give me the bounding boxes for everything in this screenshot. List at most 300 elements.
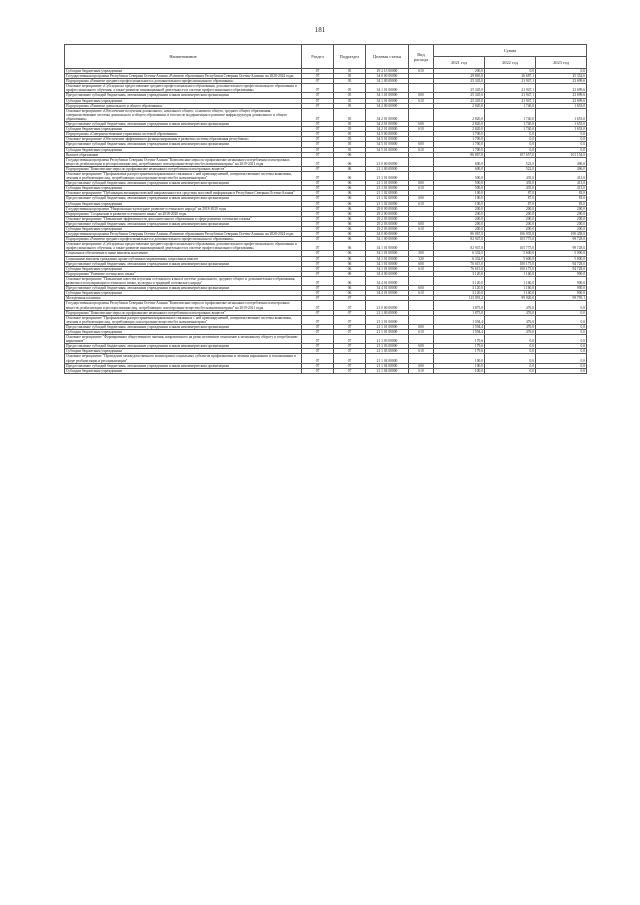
row-name: Предоставление субсидий бюджетным, автономным учреждениям и иным некоммерческим организациям [65, 261, 302, 266]
row-csr: 21 1 01 00000 [366, 181, 409, 186]
row-vr: 610 [409, 201, 434, 206]
row-podrazdel: 07 [334, 354, 366, 363]
row-podrazdel: 06 [334, 261, 366, 266]
row-sum-2023: 0,0 [536, 315, 587, 324]
row-sum-2022: 5 600,0 [485, 256, 536, 261]
row-vr: 600 [409, 142, 434, 147]
row-csr: 34 4 01 00000 [366, 276, 409, 285]
table-row [65, 368, 587, 373]
row-podrazdel: 05 [334, 132, 366, 137]
row-podrazdel: 06 [334, 271, 366, 276]
row-podrazdel: 05 [334, 108, 366, 121]
row-sum-2021: 500,0 [434, 171, 485, 180]
row-vr: 610 [409, 69, 434, 74]
row-name: Социальные выплаты гражданам, кроме публичных нормативных социальных выплат [65, 256, 302, 261]
row-vr: 600 [409, 196, 434, 201]
row-sum-2023: 1 653,0 [536, 127, 587, 132]
row-name: Субсидии бюджетным учреждениям [65, 69, 302, 74]
row-sum-2022: 1 740,0 [485, 122, 536, 127]
row-sum-2023: 99 795,1 [536, 296, 587, 301]
row-sum-2022: 522,0 [485, 166, 536, 171]
row-sum-2023: 0,0 [536, 335, 587, 344]
row-vr: 600 [409, 286, 434, 291]
row-razdel: 07 [302, 147, 334, 152]
row-razdel: 07 [302, 227, 334, 232]
row-sum-2023: 0,0 [536, 363, 587, 368]
row-name: Основное мероприятие "Проведение межведомственного мониторинга социальных субъектов профилактики и лечения наркомании и токсикомании в сфере реабилитации и ресоциализации" [65, 354, 302, 363]
row-sum-2023: 496,0 [536, 157, 587, 166]
row-sum-2023: 0,0 [536, 349, 587, 354]
row-podrazdel: 07 [334, 368, 366, 373]
row-sum-2023: 5 000,0 [536, 251, 587, 256]
row-sum-2021: 100,0 [434, 191, 485, 196]
row-sum-2021: 500,0 [434, 186, 485, 191]
row-sum-2022: 1 160,0 [485, 286, 536, 291]
row-sum-2021: 1 875,0 [434, 301, 485, 310]
row-sum-2023: 99 728,0 [536, 237, 587, 242]
row-vr [409, 315, 434, 324]
row-sum-2022: 435,0 [485, 186, 536, 191]
row-sum-2022: 0,0 [485, 137, 536, 142]
row-sum-2023: 0,0 [536, 142, 587, 147]
row-podrazdel: 06 [334, 266, 366, 271]
row-sum-2021: 2 820,0 [434, 127, 485, 132]
row-sum-2022: 200,0 [485, 227, 536, 232]
row-name: Субсидии бюджетным учреждениям [65, 127, 302, 132]
row-name: Подпрограмма «Совершенствование управления системой образования» [65, 132, 302, 137]
row-name: Субсидии бюджетным учреждениям [65, 349, 302, 354]
row-razdel: 07 [302, 211, 334, 216]
row-sum-2023: 900,0 [536, 291, 587, 296]
row-csr: 34 1 01 00000 [366, 98, 409, 103]
row-vr: 610 [409, 227, 434, 232]
row-vr: 600 [409, 363, 434, 368]
row-sum-2022: 476,0 [485, 301, 536, 310]
row-podrazdel: 05 [334, 84, 366, 93]
row-sum-2021: 100,0 [434, 201, 485, 206]
row-vr: 610 [409, 98, 434, 103]
row-vr [409, 108, 434, 121]
row-sum-2022: 21 947,1 [485, 84, 536, 93]
row-sum-2023: 23 699,6 [536, 98, 587, 103]
row-sum-2022: 105 775,0 [485, 237, 536, 242]
row-csr: 34 1 01 00000 [366, 266, 409, 271]
table-body [65, 69, 587, 374]
row-sum-2021: 1 700,0 [434, 142, 485, 147]
row-sum-2021: 1 700,0 [434, 147, 485, 152]
row-name: Субсидии бюджетным учреждениям [65, 329, 302, 334]
row-sum-2022: 0,0 [485, 147, 536, 152]
row-name: Социальное обеспечение и иные выплаты населению [65, 251, 302, 256]
row-razdel: 07 [302, 271, 334, 276]
page-number: 181 [314, 26, 326, 34]
row-podrazdel: 05 [334, 103, 366, 108]
row-podrazdel: 06 [334, 286, 366, 291]
row-sum-2023: 413,0 [536, 186, 587, 191]
row-razdel: 07 [302, 152, 334, 157]
row-name: Подпрограмма «Развитие среднего профессионального и дополнительного профессионального образования» [65, 79, 302, 84]
row-csr: 21 1 04 00000 [366, 354, 409, 363]
row-name: Предоставление субсидий бюджетным, автономным учреждениям и иным некоммерческим организациям [65, 122, 302, 127]
row-csr: 21 1 04 00000 [366, 368, 409, 373]
row-sum-2021: 200,0 [434, 211, 485, 216]
row-name: Субсидии бюджетным учреждениям [65, 368, 302, 373]
row-podrazdel: 06 [334, 291, 366, 296]
row-vr [409, 335, 434, 344]
row-sum-2023: 1 653,0 [536, 108, 587, 121]
header-name: Наименование [65, 45, 302, 69]
row-sum-2023: 900,0 [536, 271, 587, 276]
row-csr: 21 0 00 00000 [366, 301, 409, 310]
row-razdel: 07 [302, 354, 334, 363]
row-podrazdel: 07 [334, 296, 366, 301]
row-razdel: 07 [302, 127, 334, 132]
budget-table [64, 44, 587, 374]
row-podrazdel: 06 [334, 216, 366, 221]
row-razdel: 07 [302, 103, 334, 108]
row-name: Государственная программа Республики Северная Осетия-Алания «Развитие образования Республики Северная Осетия-Алания» на 2020-2024 годы [65, 74, 302, 79]
row-sum-2023: 0,0 [536, 132, 587, 137]
row-csr: 34 1 01 00000 [366, 256, 409, 261]
row-csr: 34 1 01 00000 [366, 242, 409, 251]
row-csr: 21 1 03 00000 [366, 335, 409, 344]
row-razdel: 07 [302, 122, 334, 127]
row-name: Предоставление субсидий бюджетным, автономным учреждениям и иным некоммерческим организациям [65, 93, 302, 98]
row-razdel: 07 [302, 349, 334, 354]
row-razdel: 07 [302, 335, 334, 344]
row-razdel: 07 [302, 315, 334, 324]
row-sum-2023: 23 699,6 [536, 93, 587, 98]
row-sum-2021: 82 947,0 [434, 237, 485, 242]
row-sum-2023: 83,0 [536, 196, 587, 201]
row-sum-2021: 82 947,0 [434, 242, 485, 251]
row-podrazdel: 06 [334, 152, 366, 157]
row-csr: 34 2 01 00000 [366, 108, 409, 121]
row-sum-2021: 200,0 [434, 227, 485, 232]
row-sum-2022: 87,0 [485, 201, 536, 206]
row-sum-2023: 99 728,0 [536, 242, 587, 251]
row-sum-2022: 476,0 [485, 324, 536, 329]
row-csr: 29 2 03 00000 [366, 216, 409, 221]
row-vr: 600 [409, 324, 434, 329]
row-podrazdel: 07 [334, 310, 366, 315]
row-sum-2023: 23 699,6 [536, 84, 587, 93]
row-name: Подпрограмма "Комплексные меры по профилактике незаконного потребления психотропных веществ" [65, 166, 302, 171]
row-sum-2021: 25 345,0 [434, 84, 485, 93]
row-name: Предоставление субсидий бюджетным, автономным учреждениям и иным некоммерческим организациям [65, 196, 302, 201]
row-sum-2023: 23 699,6 [536, 79, 587, 84]
row-sum-2022: 1 160,0 [485, 291, 536, 296]
row-sum-2021: 3 120,0 [434, 291, 485, 296]
row-sum-2022: 87,0 [485, 191, 536, 196]
row-sum-2023: 1 653,0 [536, 103, 587, 108]
row-vr: 610 [409, 127, 434, 132]
row-vr [409, 242, 434, 251]
row-razdel: 07 [302, 266, 334, 271]
row-sum-2022: 1 160,0 [485, 271, 536, 276]
row-csr: 21 1 01 00000 [366, 315, 409, 324]
row-sum-2021: 1 875,0 [434, 310, 485, 315]
row-sum-2023: 101 154,0 [536, 152, 587, 157]
row-csr: 34 1 01 00000 [366, 84, 409, 93]
row-sum-2021: 179,6 [434, 349, 485, 354]
row-name: Основное мероприятие "Профилактика распространения наркомании и связанных с ней правонарушений, совершенствование системы выявления, лечения и реабилитации лиц, потребляющих психотропные вещества без назначения врача" [65, 315, 302, 324]
row-sum-2022: 100 175,0 [485, 266, 536, 271]
header-vr: Вид расхода [409, 45, 434, 69]
row-sum-2023: 83,0 [536, 191, 587, 196]
row-razdel: 07 [302, 93, 334, 98]
row-sum-2022: 0,0 [485, 335, 536, 344]
row-vr: 600 [409, 122, 434, 127]
row-name: Субсидии бюджетным учреждениям [65, 227, 302, 232]
row-razdel: 07 [302, 132, 334, 137]
row-sum-2021: 29 865,0 [434, 74, 485, 79]
row-sum-2021: 2 820,0 [434, 122, 485, 127]
row-razdel: 07 [302, 166, 334, 171]
row-sum-2022: 87,0 [485, 196, 536, 201]
row-name: Основное мероприятие «Субсидии на предоставление среднего профессионального образования, дополнительного профессионального образования и профессионального обучения, а также развитие инновационной деятельности в системе профессионального образования» [65, 242, 302, 251]
row-sum-2021: 6 332,0 [434, 256, 485, 261]
row-name: Субсидии бюджетным учреждениям [65, 147, 302, 152]
row-name: Основное мероприятие «Обеспечение эффективного функционирования и развития системы образования республики» [65, 137, 302, 142]
row-sum-2023: 100 458,0 [536, 232, 587, 237]
row-sum-2022: 200,0 [485, 216, 536, 221]
row-sum-2023: 413,0 [536, 181, 587, 186]
row-razdel: 07 [302, 368, 334, 373]
row-sum-2021: 500,0 [434, 181, 485, 186]
row-sum-2022: 1 740,0 [485, 127, 536, 132]
row-csr: 21 1 04 00000 [366, 363, 409, 368]
row-sum-2022: 0,0 [485, 363, 536, 368]
row-sum-2022: 200,0 [485, 206, 536, 211]
row-csr: 21 1 02 00000 [366, 196, 409, 201]
row-csr: 21 1 01 00000 [366, 186, 409, 191]
row-podrazdel: 05 [334, 69, 366, 74]
row-razdel: 07 [302, 232, 334, 237]
row-sum-2021: 600,0 [434, 157, 485, 166]
row-razdel: 07 [302, 216, 334, 221]
row-razdel: 07 [302, 221, 334, 226]
row-sum-2022: 0,0 [485, 142, 536, 147]
row-sum-2023: 200,0 [536, 227, 587, 232]
row-vr: 600 [409, 93, 434, 98]
row-csr: 34 4 00 00000 [366, 271, 409, 276]
row-razdel: 07 [302, 186, 334, 191]
row-razdel: 07 [302, 142, 334, 147]
row-podrazdel: 06 [334, 256, 366, 261]
row-podrazdel: 05 [334, 122, 366, 127]
row-csr: 34 0 00 00000 [366, 232, 409, 237]
row-podrazdel: 06 [334, 181, 366, 186]
table-row [65, 84, 587, 93]
row-sum-2021: 600,0 [434, 166, 485, 171]
row-csr: 21 1 00 00000 [366, 310, 409, 315]
row-vr [409, 301, 434, 310]
row-sum-2023: 0,0 [536, 344, 587, 349]
row-sum-2021: 2 820,0 [434, 108, 485, 121]
row-sum-2021: 100,0 [434, 363, 485, 368]
row-sum-2021: 100,0 [434, 196, 485, 201]
row-sum-2021: 179,6 [434, 335, 485, 344]
table-row [65, 354, 587, 363]
row-sum-2023: 0,0 [536, 147, 587, 152]
row-sum-2022: 435,0 [485, 181, 536, 186]
row-sum-2022: 0,0 [485, 344, 536, 349]
row-podrazdel: 06 [334, 232, 366, 237]
row-razdel: 07 [302, 256, 334, 261]
row-csr: 34 4 01 00000 [366, 286, 409, 291]
row-podrazdel: 07 [334, 329, 366, 334]
row-razdel: 07 [302, 237, 334, 242]
row-razdel: 07 [302, 291, 334, 296]
row-csr: 21 1 03 00000 [366, 344, 409, 349]
row-razdel: 07 [302, 69, 334, 74]
row-csr: 34 5 01 00000 [366, 147, 409, 152]
row-sum-2023: 83,0 [536, 201, 587, 206]
row-podrazdel: 07 [334, 363, 366, 368]
row-sum-2022: 0,0 [485, 349, 536, 354]
row-sum-2021: 2 820,0 [434, 103, 485, 108]
row-sum-2022: 106 935,0 [485, 232, 536, 237]
row-sum-2023: 1 653,0 [536, 122, 587, 127]
row-sum-2022: 105 775,0 [485, 242, 536, 251]
row-sum-2021: 3 120,0 [434, 276, 485, 285]
row-vr: 600 [409, 221, 434, 226]
row-razdel: 07 [302, 242, 334, 251]
row-csr: 21 1 03 00000 [366, 349, 409, 354]
table-row [65, 301, 587, 310]
row-podrazdel: 07 [334, 301, 366, 310]
row-podrazdel: 05 [334, 79, 366, 84]
row-podrazdel: 06 [334, 227, 366, 232]
row-name: Высшее образование [65, 152, 302, 157]
row-podrazdel: 06 [334, 221, 366, 226]
row-csr: 34 1 00 00000 [366, 237, 409, 242]
row-csr: 34 2 01 00000 [366, 122, 409, 127]
row-csr: 29 2 03 00000 [366, 227, 409, 232]
row-name: Подпрограмма «Развитие среднего профессионального и дополнительного профессионального образования» [65, 237, 302, 242]
row-sum-2023: 900,0 [536, 276, 587, 285]
row-sum-2022: 476,0 [485, 310, 536, 315]
row-name: Подпрограмма "Комплексные меры по профилактике незаконного потребления психотропных веществ" [65, 310, 302, 315]
row-csr: 34 1 01 00000 [366, 261, 409, 266]
row-sum-2021: 200,0 [434, 69, 485, 74]
row-csr: 21 1 00 00000 [366, 166, 409, 171]
row-vr [409, 171, 434, 180]
row-sum-2023: 94 728,0 [536, 266, 587, 271]
row-name: Подпрограмма "Сохранение и развитие осетинского языка" на 2018-2020 годы [65, 211, 302, 216]
row-podrazdel: 06 [334, 186, 366, 191]
row-razdel: 07 [302, 181, 334, 186]
row-name: Основное мероприятие "Повышение качества изучения осетинского языка в системе дошкольного, среднего общего и дополнительного образования, развития и популяризации осетинского языка, культуры и традиций осетинского народа" [65, 276, 302, 285]
row-sum-2023: 200,0 [536, 211, 587, 216]
row-sum-2023: 200,0 [536, 221, 587, 226]
row-razdel: 07 [302, 191, 334, 196]
row-sum-2023: 94 728,0 [536, 261, 587, 266]
row-podrazdel: 06 [334, 157, 366, 166]
row-podrazdel: 05 [334, 93, 366, 98]
row-name: Основное мероприятие "Формирование общественного мнения, направленного на резко негативное отношение к незаконному обороту и потреблению наркотиков" [65, 335, 302, 344]
row-csr: 34 1 01 00000 [366, 251, 409, 256]
row-sum-2021: 25 345,0 [434, 79, 485, 84]
row-name: Субсидии бюджетным учреждениям [65, 186, 302, 191]
row-name: Государственная программа Республики Северная Осетия-Алания "Комплексные меры по профилактике незаконного потребления психотропных веществ, реабилитации и ресоциализации лиц, потребляющих психотропные вещества без назначения врача" на 2019-2021 годы [65, 157, 302, 166]
row-podrazdel: 07 [334, 344, 366, 349]
row-name: Предоставление субсидий бюджетным, автономным учреждениям и иным некоммерческим организациям [65, 363, 302, 368]
row-name: Основное мероприятие "Повышение эффективности дополнительного образования в сфере развития осетинского языка" [65, 216, 302, 221]
row-sum-2022: 5 600,0 [485, 251, 536, 256]
row-csr: 34 1 00 00000 [366, 79, 409, 84]
row-podrazdel: 05 [334, 137, 366, 142]
row-csr: 34 5 01 00000 [366, 142, 409, 147]
row-vr: 600 [409, 261, 434, 266]
row-sum-2021: 76 615,0 [434, 261, 485, 266]
row-sum-2022: 107 657,0 [485, 152, 536, 157]
row-podrazdel: 07 [334, 335, 366, 344]
row-sum-2021: 1 594,4 [434, 315, 485, 324]
row-podrazdel: 07 [334, 349, 366, 354]
row-razdel: 07 [302, 329, 334, 334]
row-sum-2023: 0,0 [536, 69, 587, 74]
row-razdel: 07 [302, 296, 334, 301]
row-razdel: 07 [302, 276, 334, 285]
row-razdel: 07 [302, 137, 334, 142]
row-sum-2023: 0,0 [536, 137, 587, 142]
row-sum-2023: 900,0 [536, 286, 587, 291]
row-sum-2021: 100,0 [434, 354, 485, 363]
row-vr: 610 [409, 291, 434, 296]
row-podrazdel: 06 [334, 206, 366, 211]
row-csr: 21 1 01 00000 [366, 324, 409, 329]
row-sum-2021: 86 067,0 [434, 232, 485, 237]
row-vr: 610 [409, 186, 434, 191]
row-csr: 21 1 02 00000 [366, 191, 409, 196]
row-podrazdel: 05 [334, 147, 366, 152]
row-name: Субсидии бюджетным учреждениям [65, 201, 302, 206]
row-name: Государственная программа "Национально-культурное развитие осетинского народа" на 2018-2020 годы [65, 206, 302, 211]
row-name: Молодежная политика [65, 296, 302, 301]
table-row [65, 276, 587, 285]
header-year-2021: 2021 год [434, 57, 485, 69]
row-vr: 610 [409, 329, 434, 334]
row-sum-2022: 522,0 [485, 157, 536, 166]
header-csr: Целевая статья [366, 45, 409, 69]
row-sum-2022: 21 947,1 [485, 93, 536, 98]
row-sum-2022: 1 740,0 [485, 103, 536, 108]
row-vr: 610 [409, 349, 434, 354]
row-sum-2021: 3 120,0 [434, 271, 485, 276]
row-podrazdel: 05 [334, 142, 366, 147]
row-name: Предоставление субсидий бюджетным, автономным учреждениям и иным некоммерческим организациям [65, 142, 302, 147]
row-sum-2023: 0,0 [536, 324, 587, 329]
row-podrazdel: 06 [334, 276, 366, 285]
row-sum-2022: 0,0 [485, 354, 536, 363]
row-sum-2023: 5 000,0 [536, 256, 587, 261]
row-sum-2023: 0,0 [536, 354, 587, 363]
table-row [65, 315, 587, 324]
row-name: Государственная программа Республики Северная Осетия-Алания "Комплексные меры по профилактике незаконного потребления психотропных веществ, реабилитации и ресоциализации лиц, потребляющих психотропные вещества без назначения врача" на 2019-2021 годы [65, 301, 302, 310]
row-sum-2022: 435,0 [485, 171, 536, 180]
row-sum-2021: 113 091,2 [434, 296, 485, 301]
row-sum-2022: 200,0 [485, 221, 536, 226]
row-sum-2021: 1 700,0 [434, 132, 485, 137]
row-sum-2022: 1 160,0 [485, 276, 536, 285]
row-name: Предоставление субсидий бюджетным, автономным учреждениям и иным некоммерческим организациям [65, 221, 302, 226]
row-razdel: 07 [302, 79, 334, 84]
row-sum-2021: 6 332,0 [434, 251, 485, 256]
table-row [65, 335, 587, 344]
row-csr: 21 1 01 00000 [366, 329, 409, 334]
